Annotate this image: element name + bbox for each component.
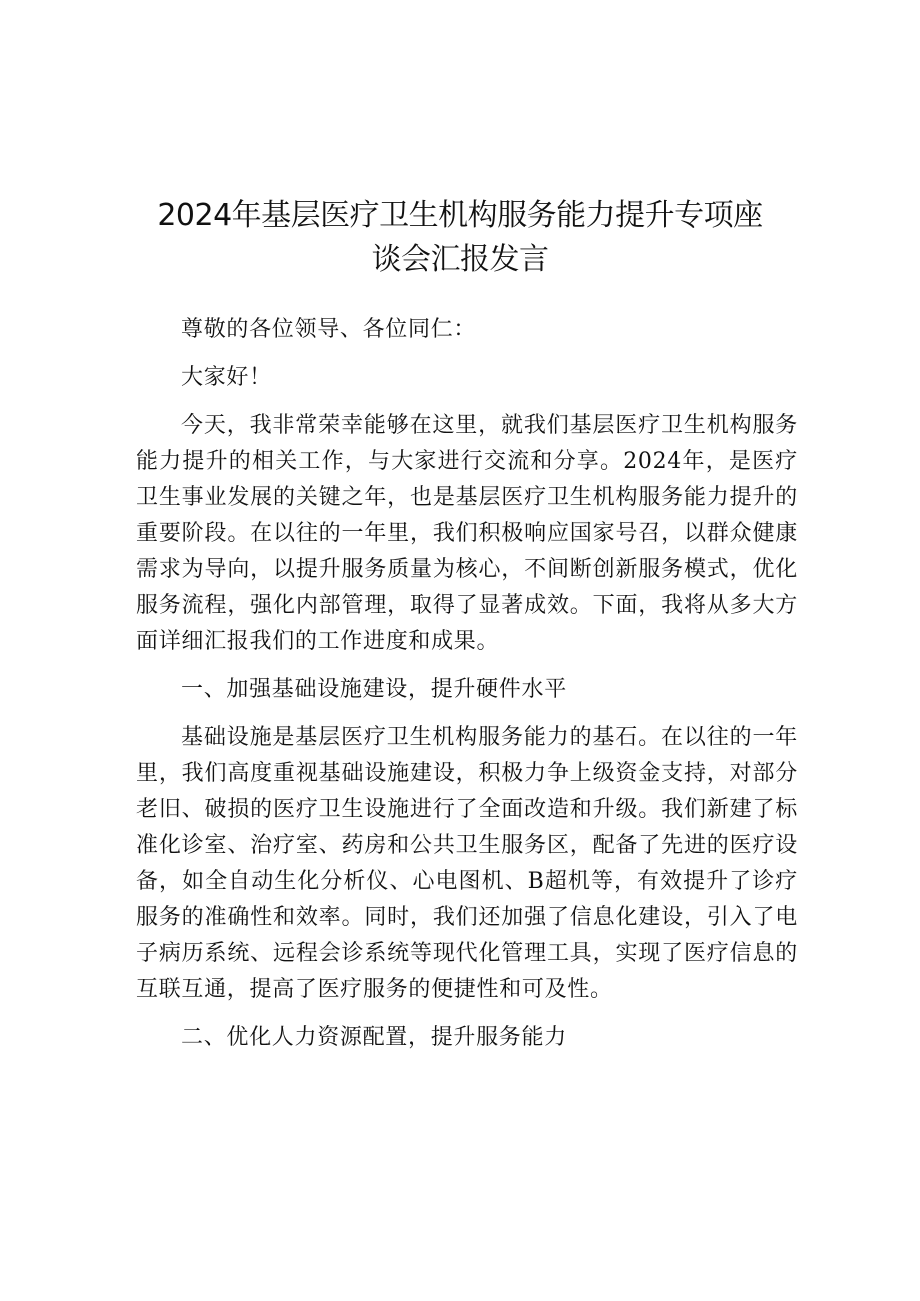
document-title [120,194,800,282]
section-2-heading: 二、优化人力资源配置，提升服务能力 [181,1025,567,1050]
section-1-heading: 一、加强基础设施建设，提升硬件水平 [181,677,567,702]
title-line-1: 2024年基层医疗卫生机构服务能力提升专项座 [157,198,763,233]
title-line-2: 谈会汇报发言 [371,242,549,277]
intro-paragraph: 今天，我非常荣幸能够在这里，就我们基层医疗卫生机构服务能力提升的相关工作，与大家进行交流和分享。2024年，是医疗卫生事业发展的关键之年，也是基层医疗卫生机构服务能力提升的重要阶段。在以往的一年里，我们积极响应国家号召，以群众健康需求为导向，以提升服务质量为核心，不间断创新服务模式，优化服务流程，强化内部管理，取得了显著成效。下面，我将从多大方面详细汇报我们的工作进度和成果。 [136,413,798,654]
greeting: 大家好！ [181,365,272,390]
document-body [136,312,798,1068]
section-1-paragraph: 基础设施是基层医疗卫生机构服务能力的基石。在以往的一年里，我们高度重视基础设施建设，积极力争上级资金支持，对部分老旧、破损的医疗卫生设施进行了全面改造和升级。我们新建了标准化诊室、治疗室、药房和公共卫生服务区，配备了先进的医疗设备，如全自动生化分析仪、心电图机、B超机等，有效提升了诊疗服务的准确性和效率。同时，我们还加强了信息化建设，引入了电子病历系统、远程会诊系统等现代化管理工具，实现了医疗信息的互联互通，提高了医疗服务的便捷性和可及性。 [136,725,798,1002]
salutation: 尊敬的各位领导、各位同仁： [181,317,477,342]
